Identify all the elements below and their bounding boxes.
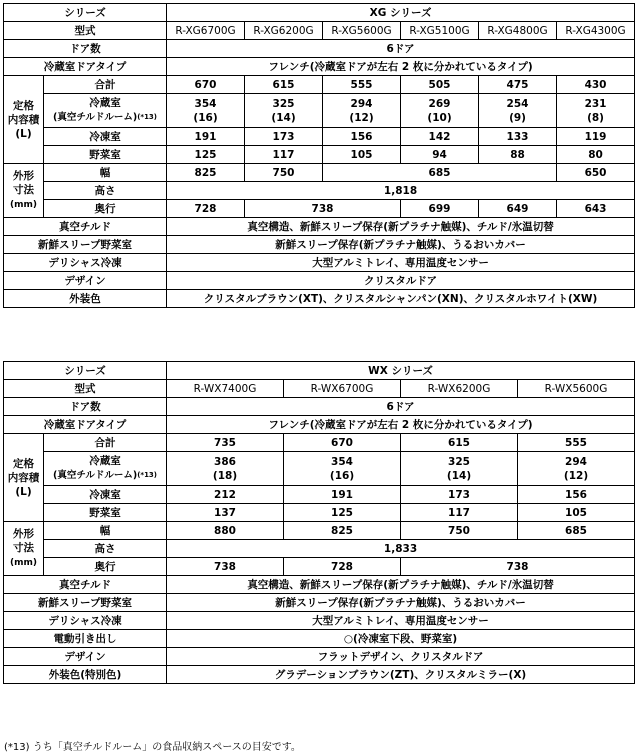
wx-width: 825 — [284, 522, 401, 540]
wx-width: 750 — [401, 522, 518, 540]
xg-fridge-cell — [557, 94, 635, 128]
xg-capacity-label-2: 内容積 — [7, 113, 40, 126]
wx-electric-label: 電動引き出し — [4, 630, 167, 648]
xg-chilled: (10) — [427, 111, 452, 124]
xg-freezer: 173 — [245, 128, 323, 146]
xg-veg: 88 — [479, 146, 557, 164]
wx-total: 555 — [518, 434, 635, 452]
wx-sleep-value: 新鮮スリープ保存(新プラチナ触媒)、うるおいカバー — [167, 594, 635, 612]
wx-fridge: 294 — [565, 455, 587, 468]
wx-design-label: デザイン — [4, 648, 167, 666]
wx-total: 670 — [284, 434, 401, 452]
wx-width: 880 — [167, 522, 284, 540]
wx-freezer: 212 — [167, 486, 284, 504]
wx-depth: 728 — [284, 558, 401, 576]
xg-depth: 699 — [401, 200, 479, 218]
wx-freezer: 191 — [284, 486, 401, 504]
wx-fridge: 325 — [448, 455, 470, 468]
wx-sleep-label: 新鮮スリープ野菜室 — [4, 594, 167, 612]
xg-freezer: 142 — [401, 128, 479, 146]
wx-dim-label-1: 外形 — [13, 528, 34, 540]
wx-total-label: 合計 — [44, 434, 167, 452]
xg-total: 430 — [557, 76, 635, 94]
xg-chilled: (12) — [349, 111, 374, 124]
xg-spec-table — [3, 3, 635, 308]
xg-sleep-value: 新鮮スリープ保存(新プラチナ触媒)、うるおいカバー — [167, 236, 635, 254]
xg-fridge-cell — [479, 94, 557, 128]
wx-model: R-WX6700G — [284, 380, 401, 398]
xg-series-label: シリーズ — [4, 4, 167, 22]
wx-doors-label: ドア数 — [4, 398, 167, 416]
xg-fridge-cell — [245, 94, 323, 128]
xg-dim-label-2: 寸法 — [13, 184, 34, 196]
wx-chilled: (12) — [563, 469, 589, 482]
xg-width: 825 — [167, 164, 245, 182]
wx-fridge-cell — [284, 452, 401, 486]
xg-model: R-XG6700G — [167, 22, 245, 40]
xg-doors-label: ドア数 — [4, 40, 167, 58]
wx-dim-label-3: (mm) — [10, 558, 37, 568]
xg-vac-label: 真空チルド — [4, 218, 167, 236]
xg-door-type-label: 冷蔵室ドアタイプ — [4, 58, 167, 76]
wx-width: 685 — [518, 522, 635, 540]
xg-fridge-label-text: 冷蔵室 — [89, 97, 121, 109]
xg-width: 650 — [557, 164, 635, 182]
wx-spec-table — [3, 361, 635, 684]
xg-height-label: 高さ — [44, 182, 167, 200]
xg-veg: 125 — [167, 146, 245, 164]
xg-fridge: 231 — [584, 97, 607, 110]
xg-dim-label-3: (mm) — [10, 200, 37, 210]
xg-doors-value: 6ドア — [167, 40, 635, 58]
wx-chilled: (18) — [212, 469, 238, 482]
xg-depth-label: 奥行 — [44, 200, 167, 218]
xg-capacity-label — [4, 76, 44, 164]
xg-model-label: 型式 — [4, 22, 167, 40]
wx-veg: 105 — [518, 504, 635, 522]
xg-fridge: 325 — [272, 97, 295, 110]
wx-total: 735 — [167, 434, 284, 452]
xg-delicious-value: 大型アルミトレイ、専用温度センサー — [167, 254, 635, 272]
xg-chilled: (8) — [587, 111, 604, 124]
wx-delicious-value: 大型アルミトレイ、専用温度センサー — [167, 612, 635, 630]
xg-fridge: 354 — [194, 97, 217, 110]
wx-electric-value: ○(冷凍室下段、野菜室) — [167, 630, 635, 648]
xg-chilled: (14) — [271, 111, 296, 124]
wx-model-label: 型式 — [4, 380, 167, 398]
wx-doors-value: 6ドア — [167, 398, 635, 416]
xg-dim-label — [4, 164, 44, 218]
wx-model: R-WX7400G — [167, 380, 284, 398]
wx-model: R-WX6200G — [401, 380, 518, 398]
xg-vac-value: 真空構造、新鮮スリープ保存(新プラチナ触媒)、チルド/氷温切替 — [167, 218, 635, 236]
xg-height-value: 1,818 — [167, 182, 635, 200]
xg-delicious-label: デリシャス冷凍 — [4, 254, 167, 272]
xg-freezer-label: 冷凍室 — [44, 128, 167, 146]
xg-total: 505 — [401, 76, 479, 94]
wx-series-name: WX シリーズ — [167, 362, 635, 380]
xg-dim-label-1: 外形 — [13, 170, 34, 182]
xg-freezer: 156 — [323, 128, 401, 146]
wx-depth: 738 — [401, 558, 635, 576]
xg-fridge-label — [44, 94, 167, 128]
wx-chilled: (16) — [329, 469, 355, 482]
xg-model: R-XG6200G — [245, 22, 323, 40]
wx-dim-label — [4, 522, 44, 576]
xg-freezer: 133 — [479, 128, 557, 146]
xg-depth: 738 — [245, 200, 401, 218]
xg-model: R-XG4300G — [557, 22, 635, 40]
wx-fridge-cell — [167, 452, 284, 486]
xg-freezer: 191 — [167, 128, 245, 146]
xg-door-type-value: フレンチ(冷蔵室ドアが左右 2 枚に分かれているタイプ) — [167, 58, 635, 76]
xg-fridge-cell — [167, 94, 245, 128]
wx-total: 615 — [401, 434, 518, 452]
xg-chilled-label: (真空チルドルーム) — [52, 112, 138, 123]
xg-fridge: 254 — [506, 97, 529, 110]
wx-model: R-WX5600G — [518, 380, 635, 398]
xg-width: 685 — [323, 164, 557, 182]
xg-model: R-XG5100G — [401, 22, 479, 40]
xg-model: R-XG5600G — [323, 22, 401, 40]
wx-chilled-label: (真空チルドルーム) — [52, 470, 138, 481]
wx-fridge-label — [44, 452, 167, 486]
xg-color-label: 外装色 — [4, 290, 167, 308]
xg-veg: 117 — [245, 146, 323, 164]
xg-depth: 728 — [167, 200, 245, 218]
xg-width: 750 — [245, 164, 323, 182]
xg-depth: 649 — [479, 200, 557, 218]
xg-veg: 80 — [557, 146, 635, 164]
wx-fridge: 354 — [331, 455, 353, 468]
wx-capacity-label-1: 定格 — [13, 457, 34, 470]
wx-freezer-label: 冷凍室 — [44, 486, 167, 504]
wx-freezer: 173 — [401, 486, 518, 504]
xg-total: 670 — [167, 76, 245, 94]
xg-design-value: クリスタルドア — [167, 272, 635, 290]
xg-color-value: クリスタルブラウン(XT)、クリスタルシャンパン(XN)、クリスタルホワイト(XW) — [167, 290, 635, 308]
wx-depth: 738 — [167, 558, 284, 576]
xg-veg: 105 — [323, 146, 401, 164]
wx-vac-label: 真空チルド — [4, 576, 167, 594]
xg-fridge: 269 — [428, 97, 451, 110]
xg-total: 615 — [245, 76, 323, 94]
wx-freezer: 156 — [518, 486, 635, 504]
footnote: (*13) うち「真空チルドルーム」の食品収納スペースの目安です。 — [4, 742, 301, 753]
wx-capacity-label — [4, 434, 44, 522]
wx-design-value: フラットデザイン、クリスタルドア — [167, 648, 635, 666]
xg-total: 555 — [323, 76, 401, 94]
wx-height-value: 1,833 — [167, 540, 635, 558]
wx-veg: 125 — [284, 504, 401, 522]
wx-veg: 117 — [401, 504, 518, 522]
wx-fridge-cell — [518, 452, 635, 486]
wx-veg: 137 — [167, 504, 284, 522]
xg-depth: 643 — [557, 200, 635, 218]
wx-fridge-label-text: 冷蔵室 — [89, 455, 121, 467]
xg-chilled: (16) — [193, 111, 218, 124]
xg-sleep-label: 新鮮スリープ野菜室 — [4, 236, 167, 254]
wx-color-value: グラデーションブラウン(ZT)、クリスタルミラー(X) — [167, 666, 635, 684]
wx-fridge: 386 — [214, 455, 236, 468]
wx-chilled: (14) — [446, 469, 472, 482]
xg-design-label: デザイン — [4, 272, 167, 290]
wx-vac-value: 真空構造、新鮮スリープ保存(新プラチナ触媒)、チルド/氷温切替 — [167, 576, 635, 594]
xg-width-label: 幅 — [44, 164, 167, 182]
wx-height-label: 高さ — [44, 540, 167, 558]
wx-color-label: 外装色(特別色) — [4, 666, 167, 684]
xg-capacity-label-1: 定格 — [13, 99, 34, 112]
wx-door-type-value: フレンチ(冷蔵室ドアが左右 2 枚に分かれているタイプ) — [167, 416, 635, 434]
wx-capacity-label-3: (L) — [15, 485, 32, 498]
wx-width-label: 幅 — [44, 522, 167, 540]
xg-series-name: XG シリーズ — [167, 4, 635, 22]
xg-freezer: 119 — [557, 128, 635, 146]
wx-fridge-cell — [401, 452, 518, 486]
xg-fridge: 294 — [350, 97, 373, 110]
wx-depth-label: 奥行 — [44, 558, 167, 576]
xg-veg: 94 — [401, 146, 479, 164]
wx-series-label: シリーズ — [4, 362, 167, 380]
xg-fridge-cell — [401, 94, 479, 128]
xg-chilled-sup: (*13) — [137, 113, 158, 121]
xg-chilled: (9) — [509, 111, 526, 124]
xg-fridge-cell — [323, 94, 401, 128]
xg-veg-label: 野菜室 — [44, 146, 167, 164]
xg-total: 475 — [479, 76, 557, 94]
wx-chilled-sup: (*13) — [137, 471, 158, 479]
wx-veg-label: 野菜室 — [44, 504, 167, 522]
xg-capacity-label-3: (L) — [15, 127, 32, 140]
xg-model: R-XG4800G — [479, 22, 557, 40]
xg-total-label: 合計 — [44, 76, 167, 94]
wx-dim-label-2: 寸法 — [13, 542, 34, 554]
wx-capacity-label-2: 内容積 — [7, 471, 40, 484]
wx-delicious-label: デリシャス冷凍 — [4, 612, 167, 630]
wx-door-type-label: 冷蔵室ドアタイプ — [4, 416, 167, 434]
